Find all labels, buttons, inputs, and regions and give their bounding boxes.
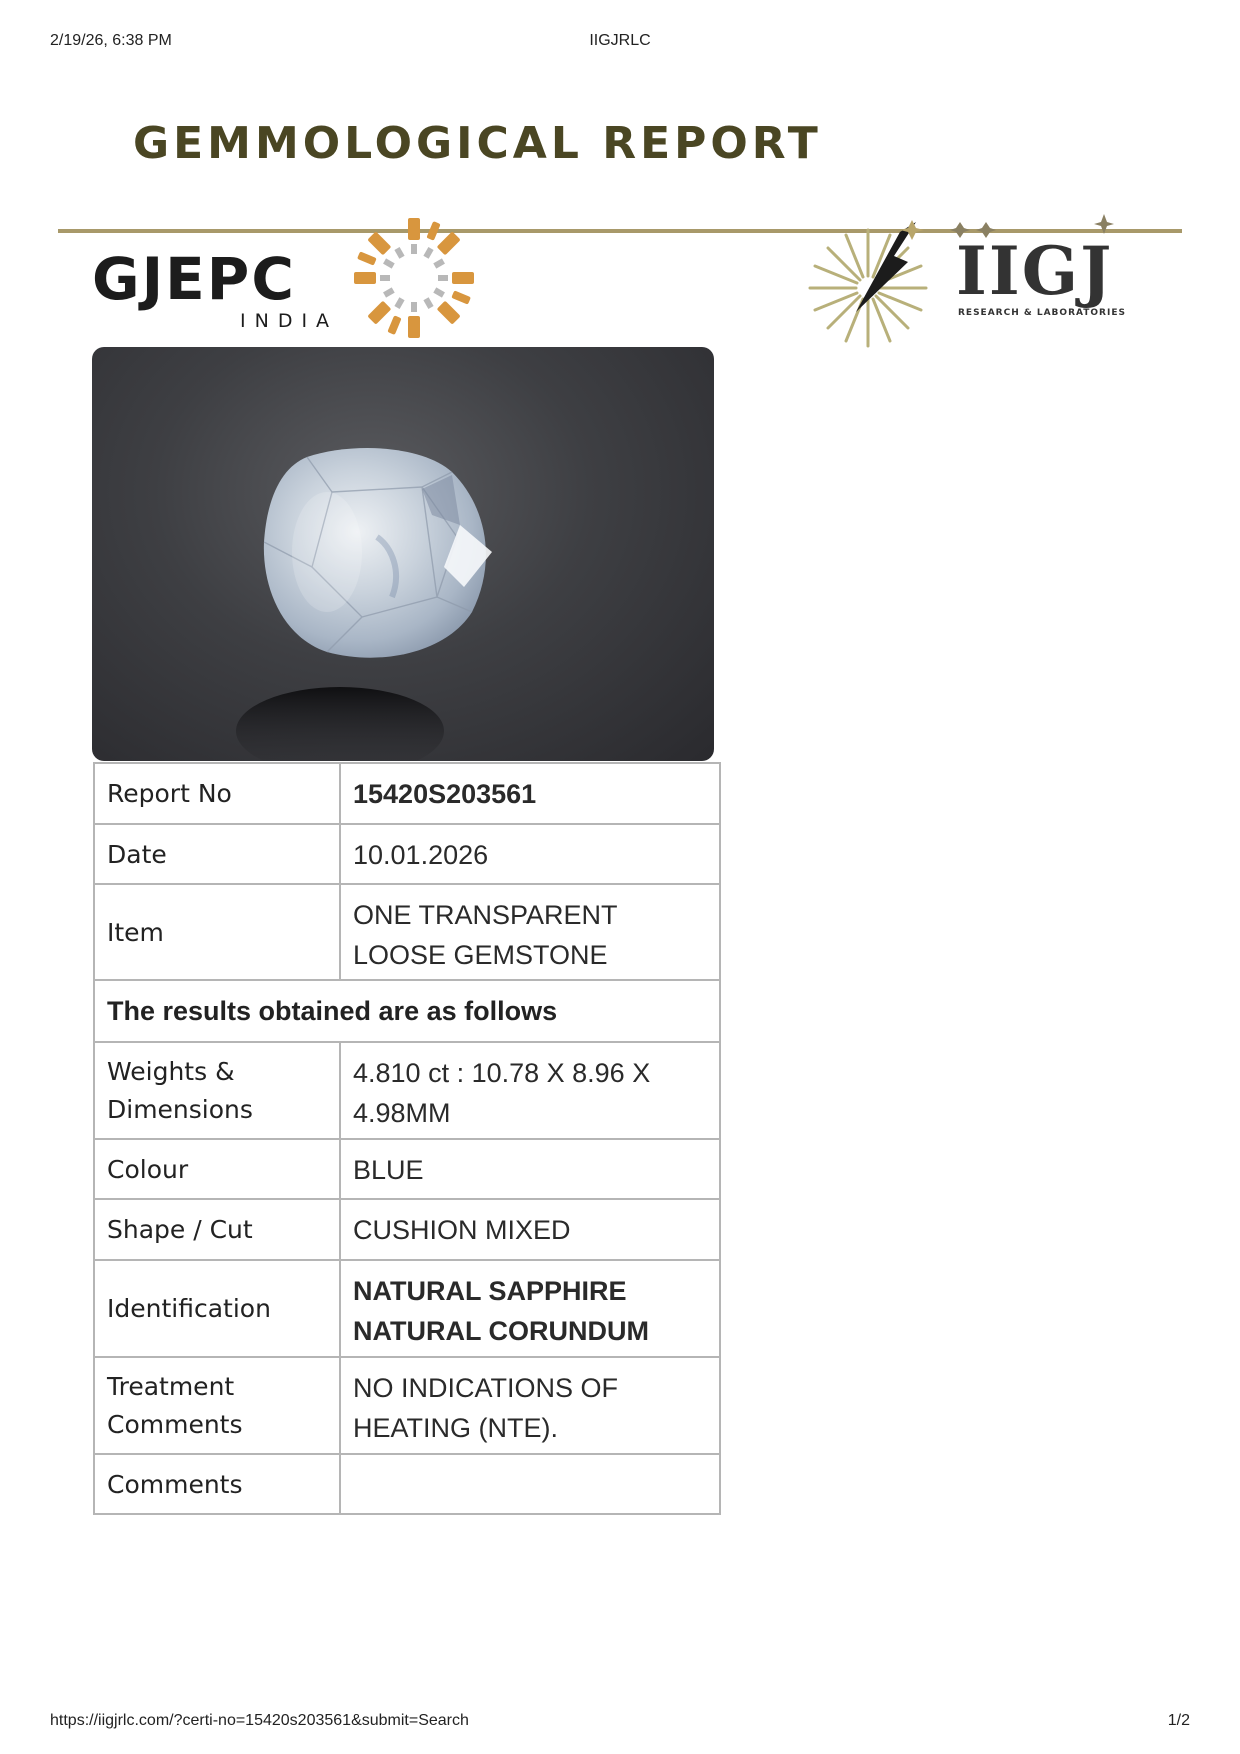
treatment-value: NO INDICATIONS OF HEATING (NTE). <box>340 1357 720 1454</box>
table-row <box>94 1199 720 1260</box>
colour-value: BLUE <box>340 1139 720 1199</box>
results-heading: The results obtained are as follows <box>94 980 720 1042</box>
table-row <box>94 1454 720 1514</box>
treatment-label: Treatment Comments <box>94 1357 340 1454</box>
iigj-feather-icon <box>856 222 916 312</box>
colour-label: Colour <box>94 1139 340 1199</box>
shape-value: CUSHION MIXED <box>340 1199 720 1260</box>
table-row <box>94 884 720 980</box>
report-table <box>93 762 721 1515</box>
weights-value: 4.810 ct : 10.78 X 8.96 X 4.98MM <box>340 1042 720 1139</box>
gjepc-logo-text: GJEPC <box>92 245 296 313</box>
shape-label: Shape / Cut <box>94 1199 340 1260</box>
weights-label: Weights & Dimensions <box>94 1042 340 1139</box>
date-value: 10.01.2026 <box>340 824 720 884</box>
report-no-value: 15420S203561 <box>340 763 720 824</box>
identification-value: NATURAL SAPPHIRE NATURAL CORUNDUM <box>340 1260 720 1357</box>
comments-value <box>340 1454 720 1514</box>
iigj-logo-text: IIGJ <box>956 232 1114 310</box>
gjepc-logo <box>92 212 492 347</box>
print-datetime: 2/19/26, 6:38 PM <box>50 32 172 49</box>
table-row <box>94 1139 720 1199</box>
table-row <box>94 1357 720 1454</box>
iigj-logo <box>808 214 1180 354</box>
report-no-label: Report No <box>94 763 340 824</box>
identification-label: Identification <box>94 1260 340 1357</box>
print-page-title: IIGJRLC <box>589 32 651 49</box>
iigj-logo-subtitle: RESEARCH & LABORATORIES <box>958 308 1126 318</box>
table-row <box>94 980 720 1042</box>
table-row <box>94 763 720 824</box>
item-label: Item <box>94 884 340 980</box>
item-value: ONE TRANSPARENT LOOSE GEMSTONE <box>340 884 720 980</box>
table-row <box>94 1042 720 1139</box>
table-row <box>94 1260 720 1357</box>
print-page-number: 1/2 <box>1167 1712 1190 1729</box>
gjepc-sunburst-icon <box>354 218 474 338</box>
comments-label: Comments <box>94 1454 340 1514</box>
gjepc-logo-subtitle: INDIA <box>240 310 339 332</box>
table-row <box>94 824 720 884</box>
date-label: Date <box>94 824 340 884</box>
iigj-starburst-icon <box>810 230 926 346</box>
print-url[interactable]: https://iigjrlc.com/?certi-no=15420s203561&submit=Search <box>50 1712 469 1729</box>
report-title: GEMMOLOGICAL REPORT <box>133 118 822 169</box>
gemstone-photo <box>92 347 714 761</box>
